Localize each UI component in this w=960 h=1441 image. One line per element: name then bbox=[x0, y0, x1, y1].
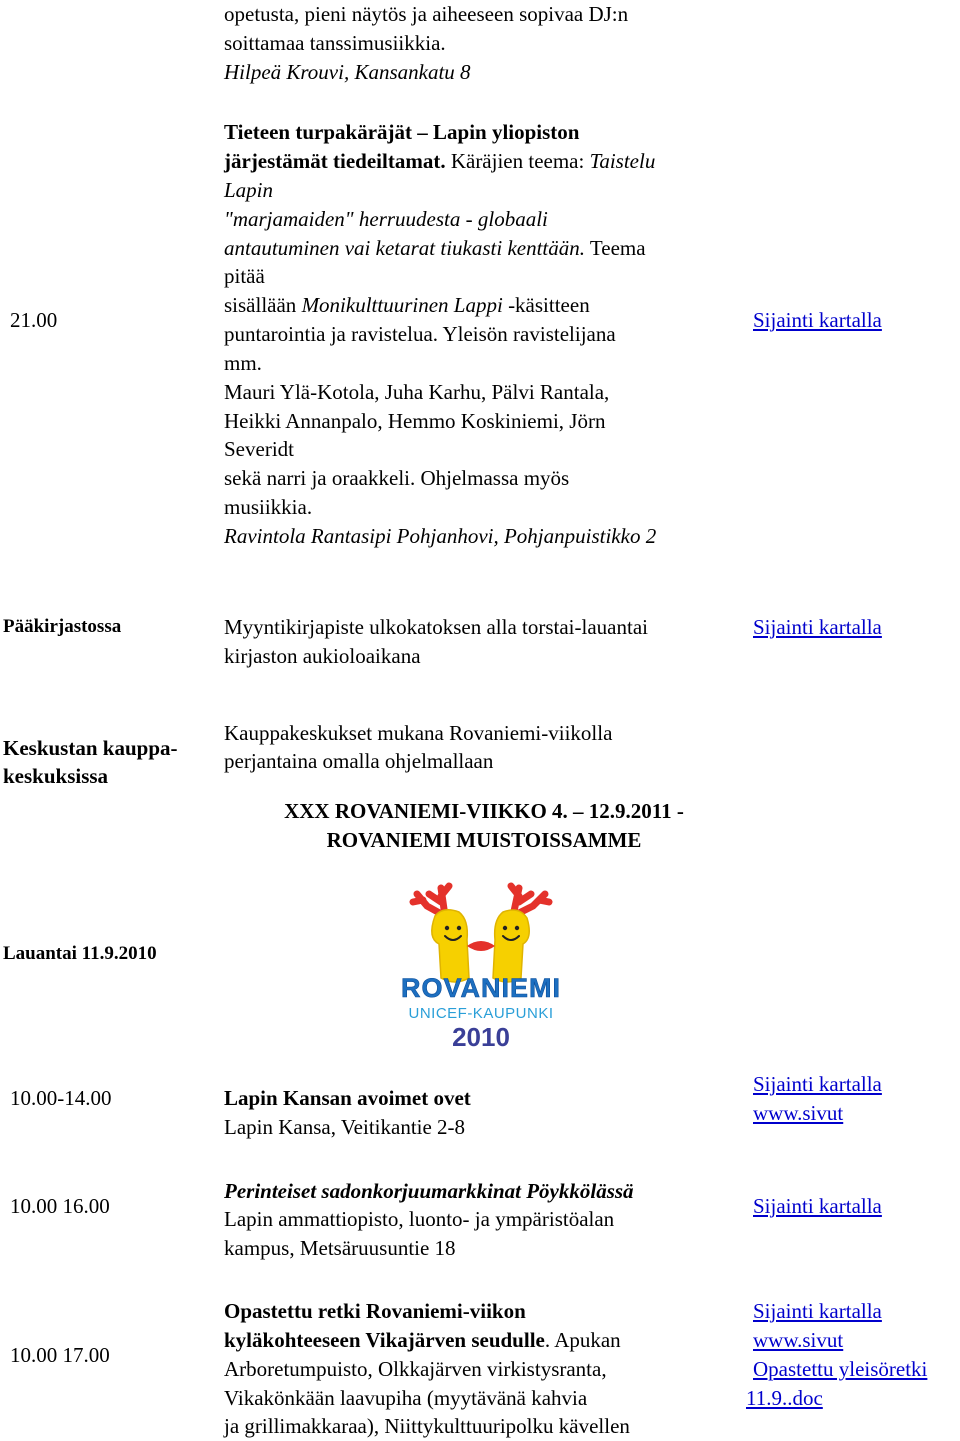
intro-line-2: soittamaa tanssimusiikkia. bbox=[224, 31, 446, 55]
event-pitaa: pitää bbox=[224, 264, 265, 288]
event-puntarointia: puntarointia ja ravistelua. Yleisön ravistelijana bbox=[224, 322, 616, 346]
event-theme-italic-1: Taistelu bbox=[589, 149, 656, 173]
event-time: 10.00-14.00 bbox=[10, 1086, 112, 1110]
event-title-bold: järjestämät tiedeiltamat. bbox=[224, 149, 446, 173]
keskustan-line-1: Kauppakeskukset mukana Rovaniemi-viikolla bbox=[224, 721, 613, 745]
document-link-cont[interactable]: 11.9..doc bbox=[746, 1386, 823, 1410]
intro-venue: Hilpeä Krouvi, Kansankatu 8 bbox=[224, 60, 471, 84]
rovaniemi-unicef-logo bbox=[383, 880, 579, 1052]
map-link[interactable]: Sijainti kartalla bbox=[753, 1299, 882, 1323]
row-label-keskustan-1: Keskustan kauppa- bbox=[3, 736, 178, 760]
event-people-1: Mauri Ylä-Kotola, Juha Karhu, Pälvi Rantala, bbox=[224, 380, 610, 404]
event-people-3: Severidt bbox=[224, 437, 294, 461]
event-title: Perinteiset sadonkorjuumarkkinat Pöykkölässä bbox=[224, 1179, 634, 1203]
document-link[interactable]: Opastettu yleisöretki bbox=[753, 1357, 928, 1381]
event-theme-italic-2: Lapin bbox=[224, 178, 274, 202]
event-desc-tail: . Apukan bbox=[544, 1328, 621, 1352]
event-desc-line-3: Vikakönkään laavupiha (myytävänä kahvia bbox=[224, 1386, 588, 1410]
event-title: Lapin Kansan avoimet ovet bbox=[224, 1086, 471, 1110]
event-theme-line-4 bbox=[224, 234, 646, 262]
event-desc-line-1: Lapin ammattiopisto, luonto- ja ympäristöalan bbox=[224, 1207, 615, 1231]
event-time: 10.00 16.00 bbox=[10, 1194, 110, 1218]
logo-text-unicef: UNICEF-KAUPUNKI bbox=[408, 1005, 554, 1022]
website-link[interactable]: www.sivut bbox=[753, 1101, 844, 1125]
event-narri: sekä narri ja oraakkeli. Ohjelmassa myös bbox=[224, 466, 570, 490]
event-desc: Lapin Kansa, Veitikantie 2-8 bbox=[224, 1115, 466, 1139]
event-title-bold: kyläkohteeseen Vikajärven seudulle bbox=[224, 1328, 545, 1352]
event-theme-prefix: Käräjien teema: bbox=[445, 149, 590, 173]
event-people-2: Heikki Annanpalo, Hemmo Koskiniemi, Jörn bbox=[224, 409, 606, 433]
map-link[interactable]: Sijainti kartalla bbox=[753, 1194, 882, 1218]
row-label-keskustan-2: keskuksissa bbox=[3, 764, 109, 788]
event-title-line-2 bbox=[224, 147, 655, 175]
day-label-lauantai: Lauantai 11.9.2010 bbox=[3, 943, 157, 964]
event-monikult: Monikulttuurinen Lappi bbox=[301, 293, 503, 317]
paakirjastossa-line-2: kirjaston aukioloaikana bbox=[224, 644, 421, 668]
event-mm: mm. bbox=[224, 351, 262, 375]
map-link[interactable]: Sijainti kartalla bbox=[753, 615, 882, 639]
section-heading-line-1: XXX ROVANIEMI-VIIKKO 4. – 12.9.2011 - bbox=[284, 799, 684, 823]
event-desc-line-2: kampus, Metsäruusuntie 18 bbox=[224, 1236, 456, 1260]
website-link[interactable]: www.sivut bbox=[753, 1328, 844, 1352]
section-heading-line-2: ROVANIEMI MUISTOISSAMME bbox=[326, 828, 642, 852]
event-theme-italic-3: "marjamaiden" herruudesta - globaali bbox=[224, 207, 548, 231]
map-link[interactable]: Sijainti kartalla bbox=[753, 1072, 882, 1096]
logo-text-year: 2010 bbox=[452, 1022, 510, 1052]
event-sisallaan: sisällään bbox=[224, 293, 302, 317]
event-sisallaan-line bbox=[224, 291, 590, 319]
event-title-line-1: Tieteen turpakäräjät – Lapin yliopiston bbox=[224, 120, 580, 144]
row-label-paakirjastossa: Pääkirjastossa bbox=[3, 616, 122, 637]
paakirjastossa-line-1: Myyntikirjapiste ulkokatoksen alla torstai-lauantai bbox=[224, 615, 648, 639]
event-desc-line-2: Arboretumpuisto, Olkkajärven virkistysranta, bbox=[224, 1357, 607, 1381]
logo-text-rovaniemi: ROVANIEMI bbox=[400, 973, 562, 1003]
event-venue: Ravintola Rantasipi Pohjanhovi, Pohjanpuistikko 2 bbox=[224, 524, 657, 548]
event-theme-italic-4: antautuminen vai ketarat tiukasti kenttään. bbox=[224, 236, 586, 260]
map-link[interactable]: Sijainti kartalla bbox=[753, 308, 882, 332]
event-title-line-1: Opastettu retki Rovaniemi-viikon bbox=[224, 1299, 526, 1323]
intro-line-1: opetusta, pieni näytös ja aiheeseen sopivaa DJ:n bbox=[224, 2, 629, 26]
event-time: 21.00 bbox=[10, 308, 58, 332]
event-teema: Teema bbox=[585, 236, 646, 260]
event-desc-line-4: ja grillimakkaraa), Niittykulttuuripolku kävellen bbox=[224, 1414, 630, 1438]
keskustan-line-2: perjantaina omalla ohjelmallaan bbox=[224, 749, 494, 773]
event-kasitteen: -käsitteen bbox=[502, 293, 590, 317]
event-time: 10.00 17.00 bbox=[10, 1343, 110, 1367]
event-title-line-2 bbox=[224, 1326, 621, 1354]
event-musiikkia: musiikkia. bbox=[224, 495, 313, 519]
